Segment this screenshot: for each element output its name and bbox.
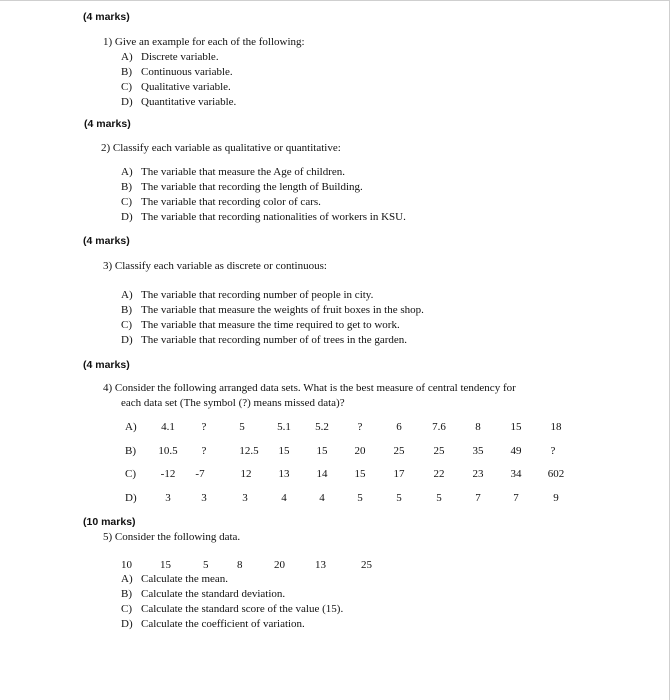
q4-cell: 7 <box>475 492 481 504</box>
q2-marks: (4 marks) <box>84 118 131 130</box>
q1-item-b: B) Continuous variable. <box>121 66 233 78</box>
q4-row-label: D) <box>125 492 137 504</box>
q4-cell: 4 <box>281 492 287 504</box>
q4-cell: 23 <box>472 468 484 480</box>
q1-item-a: A) Discrete variable. <box>121 51 219 63</box>
page-top-border <box>0 0 670 1</box>
q4-cell: 25 <box>433 445 445 457</box>
q4-cell: 15 <box>354 468 366 480</box>
q4-cell: 5 <box>436 492 442 504</box>
q4-cell: 3 <box>201 492 207 504</box>
q1-title: 1) Give an example for each of the following: <box>103 36 305 48</box>
q5-data-value: 10 <box>121 559 132 571</box>
q5-item-b: B) Calculate the standard deviation. <box>121 588 286 600</box>
q4-cell: 7 <box>513 492 519 504</box>
q5-title: 5) Consider the following data. <box>103 531 241 543</box>
q4-title-line1: 4) Consider the following arranged data sets. What is the best measure of central tendency for <box>103 382 516 394</box>
q4-marks: (4 marks) <box>83 359 130 371</box>
q4-title-line2: each data set (The symbol (?) means missed data)? <box>121 397 345 409</box>
q4-cell: 25 <box>393 445 405 457</box>
q4-cell: ? <box>201 445 207 457</box>
q4-cell: 18 <box>550 421 562 433</box>
q2-title: 2) Classify each variable as qualitative or quantitative: <box>101 142 341 154</box>
q4-cell: 8 <box>475 421 481 433</box>
q3-item-c: C) The variable that measure the time required to get to work. <box>121 319 400 331</box>
q4-cell: -12 <box>160 468 176 480</box>
q3-item-d: D) The variable that recording number of of trees in the garden. <box>121 334 408 346</box>
q4-cell: 5.2 <box>315 421 329 433</box>
q2-item-d: D) The variable that recording nationalities of workers in KSU. <box>121 211 406 223</box>
q1-item-c: C) Qualitative variable. <box>121 81 231 93</box>
q4-cell: 17 <box>393 468 405 480</box>
q4-cell: 5.1 <box>277 421 291 433</box>
q5-data-value: 8 <box>237 559 243 571</box>
q5-marks: (10 marks) <box>83 516 136 528</box>
q4-row-label: A) <box>125 421 137 433</box>
q4-cell: 602 <box>547 468 565 480</box>
q4-cell: 20 <box>354 445 366 457</box>
q4-cell: 10.5 <box>158 445 178 457</box>
q1-item-d: D) Quantitative variable. <box>121 96 237 108</box>
q2-item-a: A) The variable that measure the Age of children. <box>121 166 346 178</box>
q4-cell: 4 <box>319 492 325 504</box>
q4-cell: 15 <box>510 421 522 433</box>
q4-cell: 22 <box>433 468 445 480</box>
q4-cell: -7 <box>195 468 205 480</box>
q4-cell: 5 <box>357 492 363 504</box>
q4-cell: 3 <box>242 492 248 504</box>
q4-cell: 5 <box>239 421 245 433</box>
q4-cell: 34 <box>510 468 522 480</box>
q5-data-value: 25 <box>361 559 372 571</box>
q3-item-a: A) The variable that recording number of people in city. <box>121 289 374 301</box>
q5-item-c: C) Calculate the standard score of the value (15). <box>121 603 344 615</box>
q5-data-value: 13 <box>315 559 326 571</box>
q4-cell: 3 <box>165 492 171 504</box>
q4-cell: 12.5 <box>239 445 259 457</box>
q3-marks: (4 marks) <box>83 235 130 247</box>
q5-item-d: D) Calculate the coefficient of variation. <box>121 618 305 630</box>
q2-item-b: B) The variable that recording the length of Building. <box>121 181 363 193</box>
q1-marks: (4 marks) <box>83 11 130 23</box>
q4-cell: 15 <box>278 445 290 457</box>
q5-data-value: 20 <box>274 559 285 571</box>
q4-cell: 14 <box>316 468 328 480</box>
q3-title: 3) Classify each variable as discrete or continuous: <box>103 260 327 272</box>
q4-cell: 5 <box>396 492 402 504</box>
q4-row-label: C) <box>125 468 136 480</box>
q4-cell: 13 <box>278 468 290 480</box>
q4-cell: 35 <box>472 445 484 457</box>
q4-cell: ? <box>201 421 207 433</box>
q4-cell: ? <box>357 421 363 433</box>
q5-data-value: 5 <box>203 559 209 571</box>
q4-cell: 15 <box>316 445 328 457</box>
q5-data-value: 15 <box>160 559 171 571</box>
q4-cell: 7.6 <box>432 421 446 433</box>
q4-cell: 9 <box>553 492 559 504</box>
q4-cell: 6 <box>396 421 402 433</box>
q3-item-b: B) The variable that measure the weights of fruit boxes in the shop. <box>121 304 424 316</box>
q2-item-c: C) The variable that recording color of cars. <box>121 196 321 208</box>
q4-cell: ? <box>550 445 556 457</box>
q4-cell: 12 <box>240 468 252 480</box>
q4-cell: 4.1 <box>161 421 175 433</box>
q4-cell: 49 <box>510 445 522 457</box>
q5-item-a: A) Calculate the mean. <box>121 573 229 585</box>
q4-row-label: B) <box>125 445 136 457</box>
